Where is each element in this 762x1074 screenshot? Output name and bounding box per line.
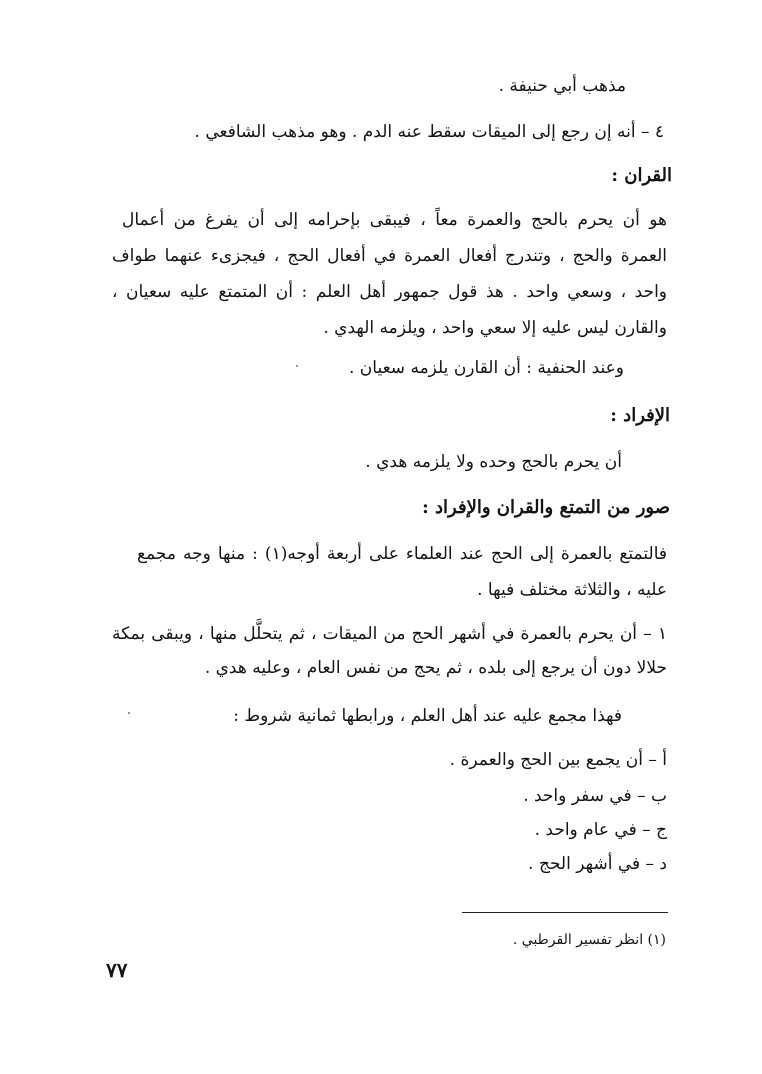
heading-ifrad: الإفراد : xyxy=(610,405,670,426)
condition-item: د – في أشهر الحج . xyxy=(528,854,667,874)
text-line: واحد ، وسعي واحد . هذ قول جمهور أهل العلم : أن المتمتع عليه سعيان ، xyxy=(112,282,667,302)
text-line: فالتمتع بالعمرة إلى الحج عند العلماء على أربعة أوجه(١) : منها وجه مجمع xyxy=(137,544,667,564)
text-line: ١ – أن يحرم بالعمرة في أشهر الحج من الميقات ، ثم يتحلَّل منها ، ويبقى بمكة xyxy=(112,624,667,644)
heading-suwar: صور من التمتع والقران والإفراد : xyxy=(422,497,670,518)
text-line: هو أن يحرم بالحج والعمرة معاً ، فيبقى بإحرامه إلى أن يفرغ من أعمال xyxy=(122,210,667,230)
text-line: فهذا مجمع عليه عند أهل العلم ، ورابطها ثمانية شروط : xyxy=(233,706,622,726)
scan-speck xyxy=(128,712,130,714)
text-line: أن يحرم بالحج وحده ولا يلزمه هدي . xyxy=(365,452,622,472)
text-line: حلالا دون أن يرجع إلى بلده ، ثم يحج من نفس العام ، وعليه هدي . xyxy=(204,658,667,678)
scan-speck xyxy=(296,365,298,367)
footnote: (١) انظر تفسير القرطبي . xyxy=(512,932,666,948)
text-line: العمرة والحج ، وتندرج أفعال العمرة في أفعال الحج ، فيجزىء عنهما طواف xyxy=(112,246,667,266)
heading-qiran: القران : xyxy=(611,165,672,186)
page-number: ٧٧ xyxy=(106,958,128,982)
text-line: والقارن ليس عليه إلا سعي واحد ، ويلزمه الهدي . xyxy=(323,318,667,338)
condition-item: أ – أن يجمع بين الحج والعمرة . xyxy=(449,750,667,770)
condition-item: ب – في سفر واحد . xyxy=(523,786,667,806)
text-line: عليه ، والثلاثة مختلف فيها . xyxy=(477,580,667,600)
text-line: وعند الحنفية : أن القارن يلزمه سعيان . xyxy=(349,358,624,378)
footnote-divider xyxy=(462,912,668,913)
condition-item: ج – في عام واحد . xyxy=(534,820,667,840)
text-line: مذهب أبي حنيفة . xyxy=(498,76,626,96)
text-line: ٤ – أنه إن رجع إلى الميقات سقط عنه الدم . وهو مذهب الشافعي . xyxy=(194,122,664,142)
